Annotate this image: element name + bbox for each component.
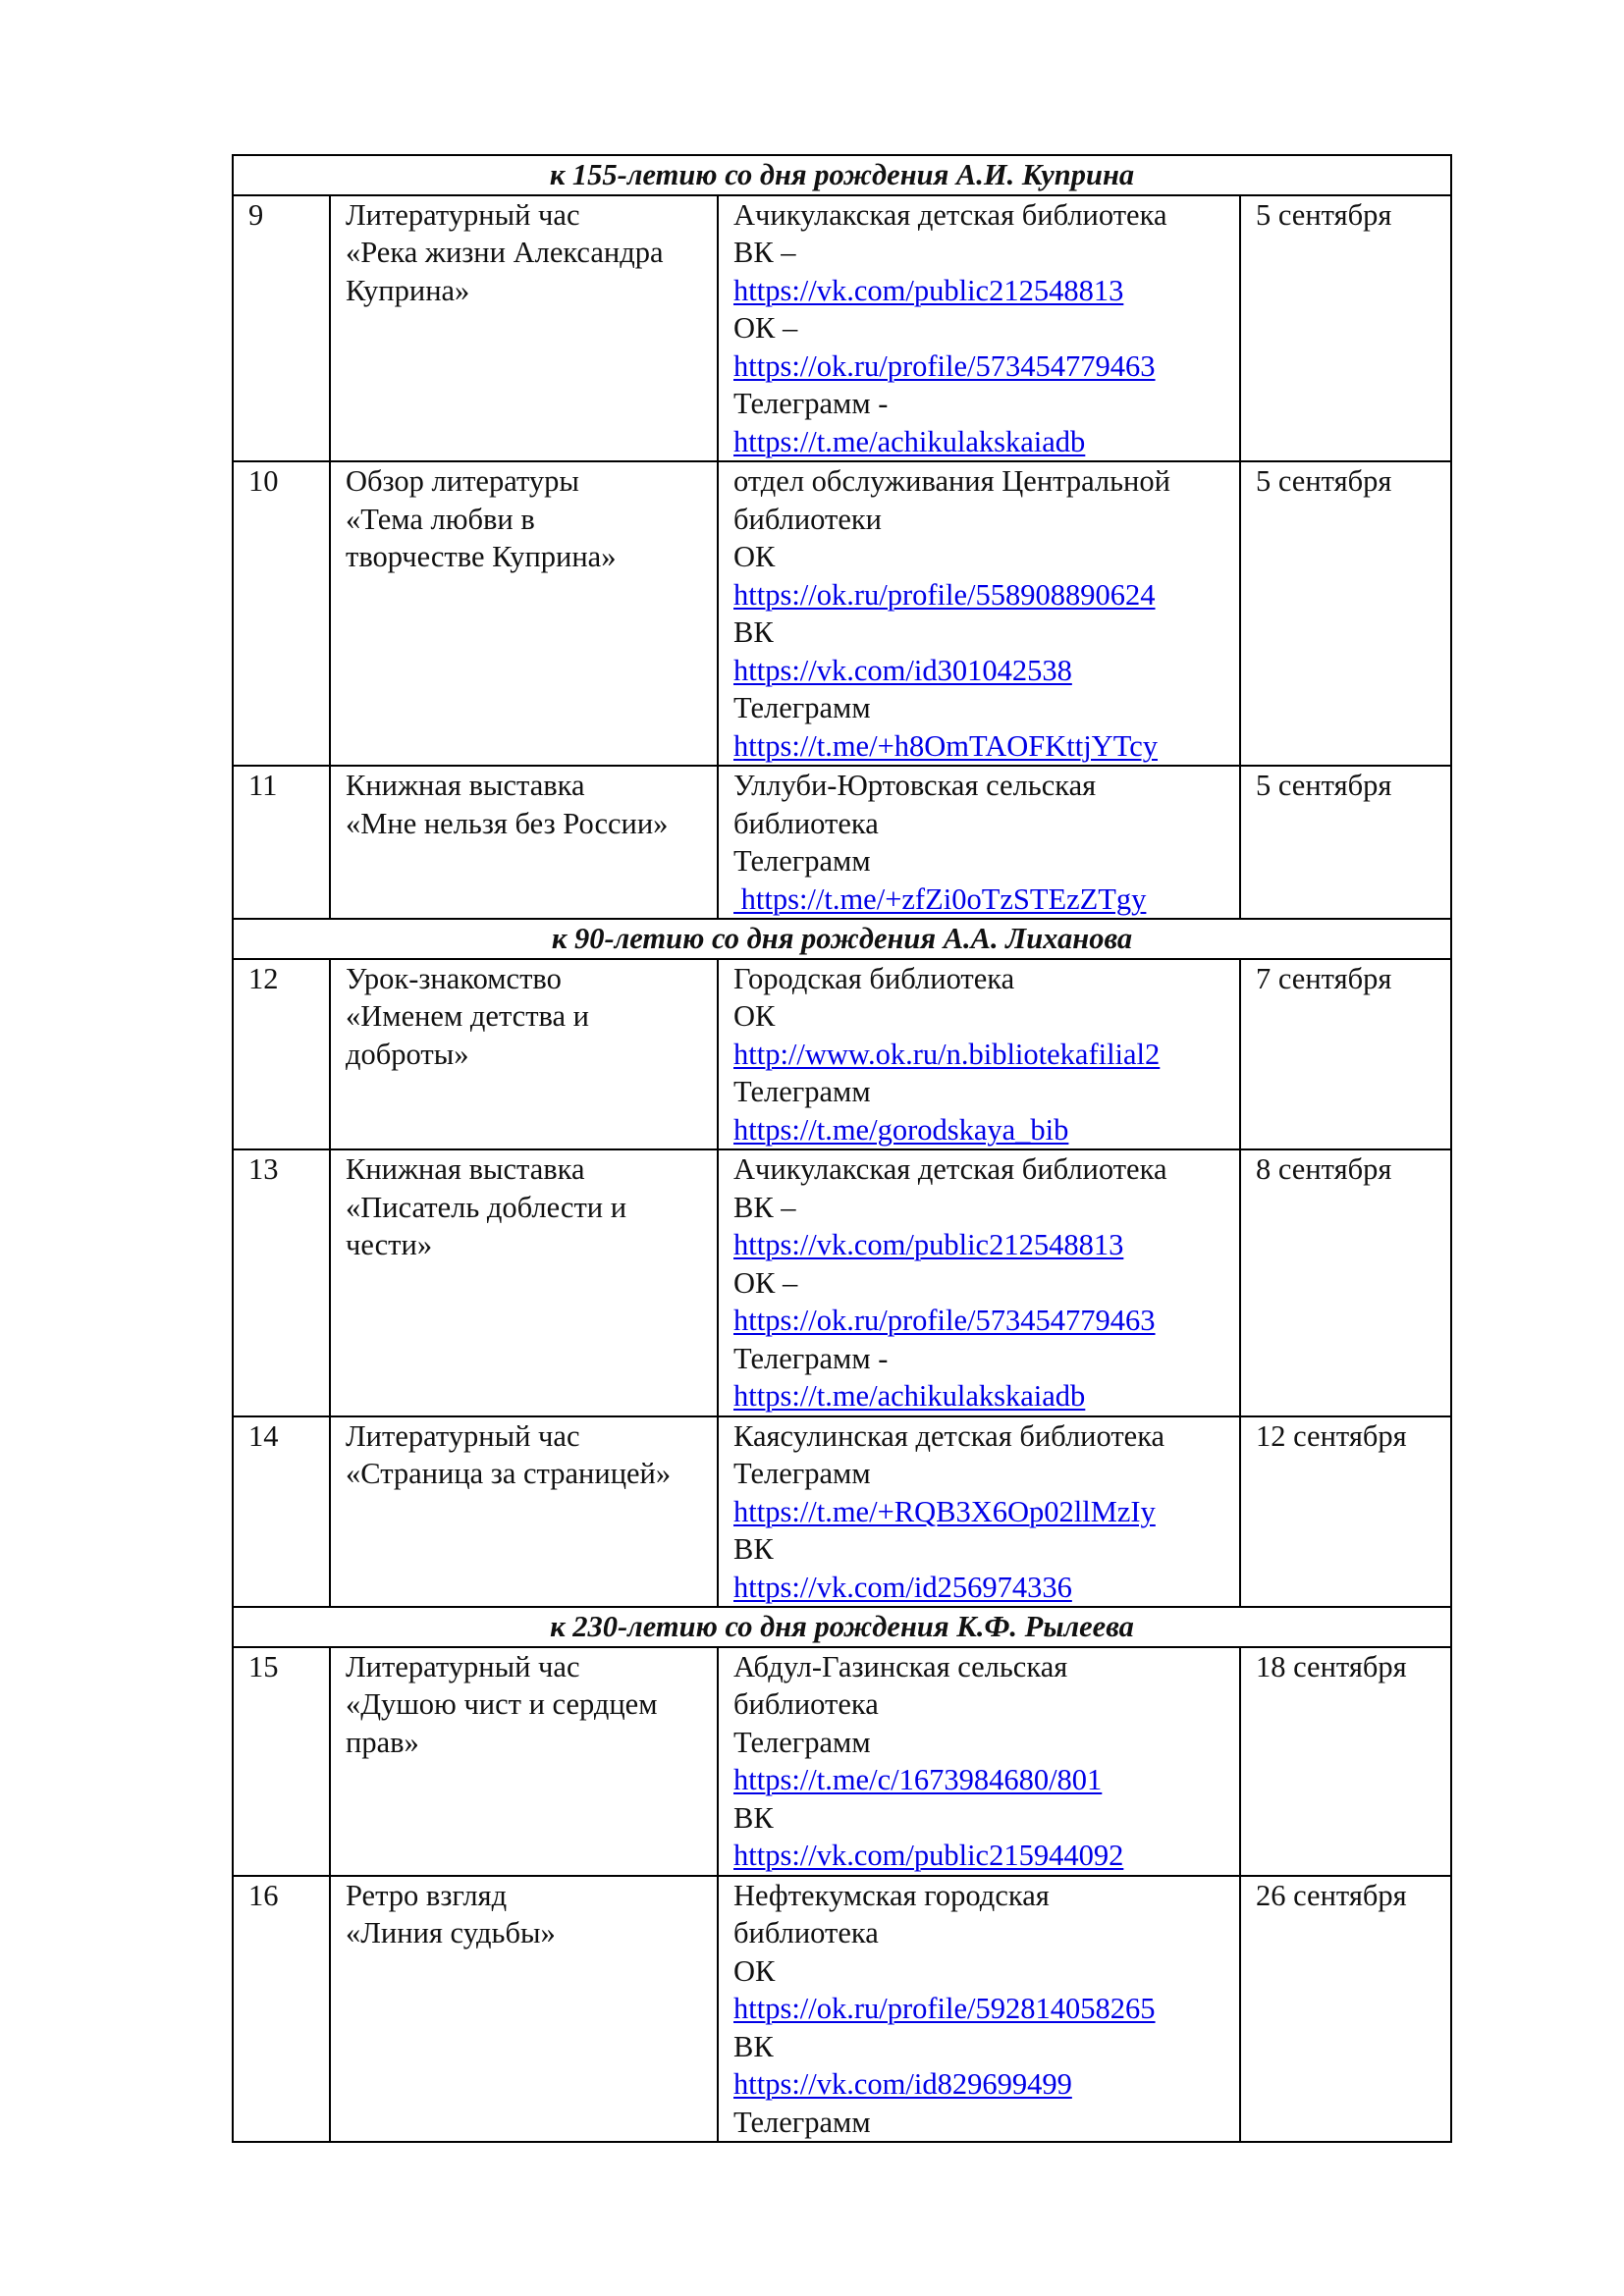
event-title-line: Ретро взгляд [346, 1878, 508, 1912]
venue-text: ОК [733, 999, 776, 1033]
social-link[interactable]: https://t.me/achikulakskaiadb [733, 424, 1086, 458]
venue-text: Телеграмм [733, 2105, 871, 2139]
venue-text: Телеграмм [733, 1075, 871, 1108]
venue-line [733, 347, 1231, 386]
social-link[interactable]: https://vk.com/id256974336 [733, 1570, 1072, 1604]
venue-text: библиотека [733, 1687, 879, 1721]
section-title: к 230-летию со дня рождения К.Ф. Рылеева [233, 1607, 1451, 1647]
social-link[interactable]: https://vk.com/public212548813 [733, 273, 1124, 307]
section-title: к 90-летию со дня рождения А.А. Лиханова [233, 919, 1451, 959]
venue-text: ВК [733, 615, 774, 649]
row-number: 13 [233, 1149, 330, 1416]
venue-line [733, 423, 1231, 461]
venue-text: отдел обслуживания Центральной [733, 464, 1170, 498]
venue-text: библиотека [733, 806, 879, 840]
event-title-line: Обзор литературы [346, 464, 579, 498]
event-title-line: «Тема любви в [346, 502, 535, 536]
event-title-line: чести» [346, 1228, 433, 1261]
section-header-row [233, 919, 1451, 959]
row-number: 14 [233, 1416, 330, 1608]
event-venue-cell [718, 1647, 1240, 1876]
event-date: 7 сентября [1240, 959, 1451, 1150]
event-title-line: Книжная выставка [346, 769, 585, 802]
venue-text: Городская библиотека [733, 961, 1015, 995]
row-number: 10 [233, 461, 330, 766]
social-link[interactable]: https://t.me/c/1673984680/801 [733, 1763, 1103, 1796]
event-date: 5 сентября [1240, 766, 1451, 919]
row-number: 15 [233, 1647, 330, 1876]
event-title-cell [330, 1876, 718, 2143]
social-link[interactable]: https://t.me/+zfZi0oTzSTEzZTgy [733, 881, 1147, 916]
social-link[interactable]: https://ok.ru/profile/573454779463 [733, 1304, 1156, 1337]
venue-line [733, 1837, 1231, 1875]
row-number: 9 [233, 195, 330, 462]
event-title-line: прав» [346, 1725, 419, 1759]
social-link[interactable]: https://ok.ru/profile/573454779463 [733, 348, 1156, 383]
social-link[interactable]: https://t.me/+RQB3X6Op02llMzIy [733, 1494, 1156, 1528]
social-link[interactable]: https://vk.com/id829699499 [733, 2067, 1072, 2101]
social-link[interactable]: https://ok.ru/profile/592814058265 [733, 1992, 1156, 2025]
event-date: 8 сентября [1240, 1149, 1451, 1416]
row-number: 12 [233, 959, 330, 1150]
venue-line [733, 272, 1231, 310]
table-row [233, 461, 1451, 766]
venue-text: ВК – [733, 236, 796, 269]
row-number: 11 [233, 766, 330, 919]
venue-line [733, 576, 1231, 614]
event-date: 18 сентября [1240, 1647, 1451, 1876]
event-title-cell [330, 461, 718, 766]
section-header-row [233, 1607, 1451, 1647]
event-date: 5 сентября [1240, 195, 1451, 462]
events-table [232, 154, 1452, 2143]
table-row [233, 1149, 1451, 1416]
event-title-line: Урок-знакомство [346, 961, 562, 995]
section-header-row [233, 155, 1451, 195]
venue-text: Уллуби-Юртовская сельская [733, 769, 1097, 802]
social-link[interactable]: http://www.ok.ru/n.bibliotekafilial2 [733, 1037, 1161, 1071]
venue-line [733, 1377, 1231, 1415]
event-title-line: Литературный час [346, 197, 580, 232]
social-link[interactable]: https://vk.com/id301042538 [733, 653, 1072, 687]
event-date: 12 сентября [1240, 1416, 1451, 1608]
venue-text: Телеграмм - [733, 1341, 889, 1375]
venue-text: ВК [733, 1532, 774, 1566]
event-venue-cell [718, 1416, 1240, 1608]
venue-line [733, 1036, 1231, 1074]
venue-line [733, 1493, 1231, 1531]
social-link[interactable]: https://ok.ru/profile/558908890624 [733, 577, 1156, 612]
social-link[interactable]: https://t.me/gorodskaya_bib [733, 1112, 1069, 1147]
table-row [233, 959, 1451, 1150]
venue-line [733, 652, 1231, 690]
event-title-cell [330, 1149, 718, 1416]
event-title-line: доброты» [346, 1037, 469, 1071]
venue-text: Нефтекумская городская [733, 1878, 1050, 1912]
event-title-cell [330, 195, 718, 462]
venue-text: Телеграмм [733, 844, 871, 878]
event-title-line: «Река жизни Александра [346, 236, 664, 269]
venue-line [733, 1302, 1231, 1340]
event-venue-cell [718, 959, 1240, 1150]
event-title-line: «Линия судьбы» [346, 1916, 556, 1949]
event-title-line: творчестве Куприна» [346, 540, 617, 573]
social-link[interactable]: https://vk.com/public215944092 [733, 1839, 1124, 1872]
social-link[interactable]: https://t.me/+h8OmTAOFKttjYTcy [733, 728, 1158, 763]
event-venue-cell [718, 766, 1240, 919]
row-number: 16 [233, 1876, 330, 2143]
venue-text: библиотека [733, 1916, 879, 1949]
venue-text: ОК [733, 540, 776, 573]
venue-text: ВК [733, 1800, 774, 1835]
venue-text: ОК – [733, 1265, 798, 1300]
venue-text: библиотеки [733, 502, 882, 536]
social-link[interactable]: https://vk.com/public212548813 [733, 1228, 1124, 1261]
table-row [233, 1647, 1451, 1876]
venue-line [733, 1226, 1231, 1264]
event-title-cell [330, 766, 718, 919]
venue-line [733, 881, 1231, 919]
event-title-line: «Страница за страницей» [346, 1457, 672, 1490]
venue-text: Каясулинская детская библиотека [733, 1418, 1165, 1453]
venue-text: Телеграмм [733, 1725, 871, 1759]
venue-text: Абдул-Газинская сельская [733, 1649, 1068, 1683]
venue-line [733, 1990, 1231, 2028]
venue-text: ОК – [733, 311, 798, 345]
venue-line [733, 727, 1231, 766]
event-title-cell [330, 1647, 718, 1876]
event-venue-cell [718, 1149, 1240, 1416]
table-row [233, 766, 1451, 919]
event-title-line: «Именем детства и [346, 999, 590, 1033]
event-title-line: Книжная выставка [346, 1152, 585, 1186]
venue-text: Телеграмм [733, 1457, 871, 1490]
venue-line [733, 1111, 1231, 1149]
event-title-line: Литературный час [346, 1649, 580, 1683]
venue-text: Телеграмм [733, 691, 871, 724]
event-date: 5 сентября [1240, 461, 1451, 766]
venue-text: ВК [733, 2029, 774, 2063]
social-link[interactable]: https://t.me/achikulakskaiadb [733, 1379, 1086, 1413]
venue-text: ВК – [733, 1190, 796, 1224]
venue-text: Ачикулакская детская библиотека [733, 197, 1167, 232]
event-title-line: Куприна» [346, 273, 470, 307]
event-venue-cell [718, 195, 1240, 462]
venue-line [733, 2065, 1231, 2104]
event-title-line: «Душою чист и сердцем [346, 1687, 658, 1721]
event-title-cell [330, 959, 718, 1150]
table-row [233, 1876, 1451, 2143]
event-date: 26 сентября [1240, 1876, 1451, 2143]
event-title-cell [330, 1416, 718, 1608]
table-row [233, 195, 1451, 462]
venue-text: ОК [733, 1953, 776, 1988]
section-title: к 155-летию со дня рождения А.И. Куприна [233, 155, 1451, 195]
events-table-body [233, 155, 1451, 2142]
table-row [233, 1416, 1451, 1608]
venue-line [733, 1569, 1231, 1607]
event-venue-cell [718, 1876, 1240, 2143]
venue-text: Ачикулакская детская библиотека [733, 1152, 1167, 1186]
venue-text: Телеграмм - [733, 387, 889, 420]
event-title-line: «Писатель доблести и [346, 1190, 627, 1224]
venue-line [733, 1761, 1231, 1799]
event-title-line: Литературный час [346, 1418, 580, 1453]
event-title-line: «Мне нельзя без России» [346, 806, 669, 840]
event-venue-cell [718, 461, 1240, 766]
